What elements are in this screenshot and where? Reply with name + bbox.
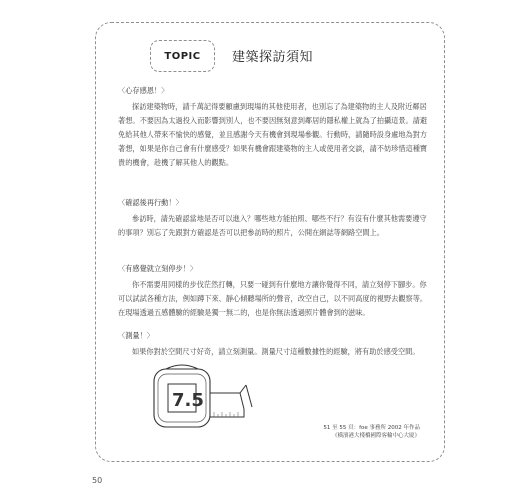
page-title: 建築探訪須知 [232, 50, 314, 65]
caption-line-2: 《橫濱港大棧橋國際客輪中心大廈》 [331, 433, 420, 439]
topic-tab [150, 40, 215, 72]
section-heading-confirm: 〈確認後再行動！〉 [118, 198, 183, 207]
caption-line-1: 51 至 55 頁：foe 事務所 2002 年作品 [323, 425, 420, 431]
svg-text:7.5: 7.5 [172, 390, 204, 411]
page-number: 50 [92, 476, 103, 485]
section-text-measure: 如果你對於空間尺寸好奇，請立刻測量。測量尺寸這種數據性的經驗，將有助於感受空間。 [132, 347, 420, 356]
section-heading-measure: 〈測量！〉 [118, 331, 154, 340]
section-text-stop: 你不需要用同樣的步伐茫然打轉，只要一碰到有什麼地方讓你覺得不同，請立刻停下腳步。你可以試試各種方法，例如蹲下來、靜心傾聽場所的聲音，改空自己，以不同高度的視野去觀察等。在現場透過五感體驗的經驗是獨一無二的，也是你無法透過照片體會到的滋味。 [118, 280, 428, 317]
section-heading-gratitude: 〈心存感恩！〉 [118, 86, 169, 95]
topic-label: TOPIC [164, 50, 201, 62]
tape-measure-illustration [148, 345, 258, 435]
section-heading-stop: 〈有感覺就立刻停步！〉 [118, 264, 198, 273]
section-text-gratitude: 探訪建築物時，請千萬記得要顧慮到現場的其他使用者，也別忘了為建築物的主人及附近鄰居著想。不要因為太過投入而影響到別人，也不要因無刻意到鄰居的隱私權上就為了拍攝這景。請避免給其他人帶來不愉快的感覺，並且感謝今天有機會到現場參觀。行動時，請隨時設身處地為對方著想，如果是你自己會有什麼感受？如果有機會跟建築物的主人或使用者交談，請不妨珍惜這種寶貴的機會，趁機了解其他人的觀點。 [118, 102, 428, 167]
section-text-confirm: 參訪時，請先確認當地是否可以進入？哪些地方能拍照、哪些不行？有沒有什麼其他需要遵守的事項？別忘了先跟對方確認是否可以把參訪時的照片，公開在網誌等網路空間上。 [118, 214, 427, 237]
